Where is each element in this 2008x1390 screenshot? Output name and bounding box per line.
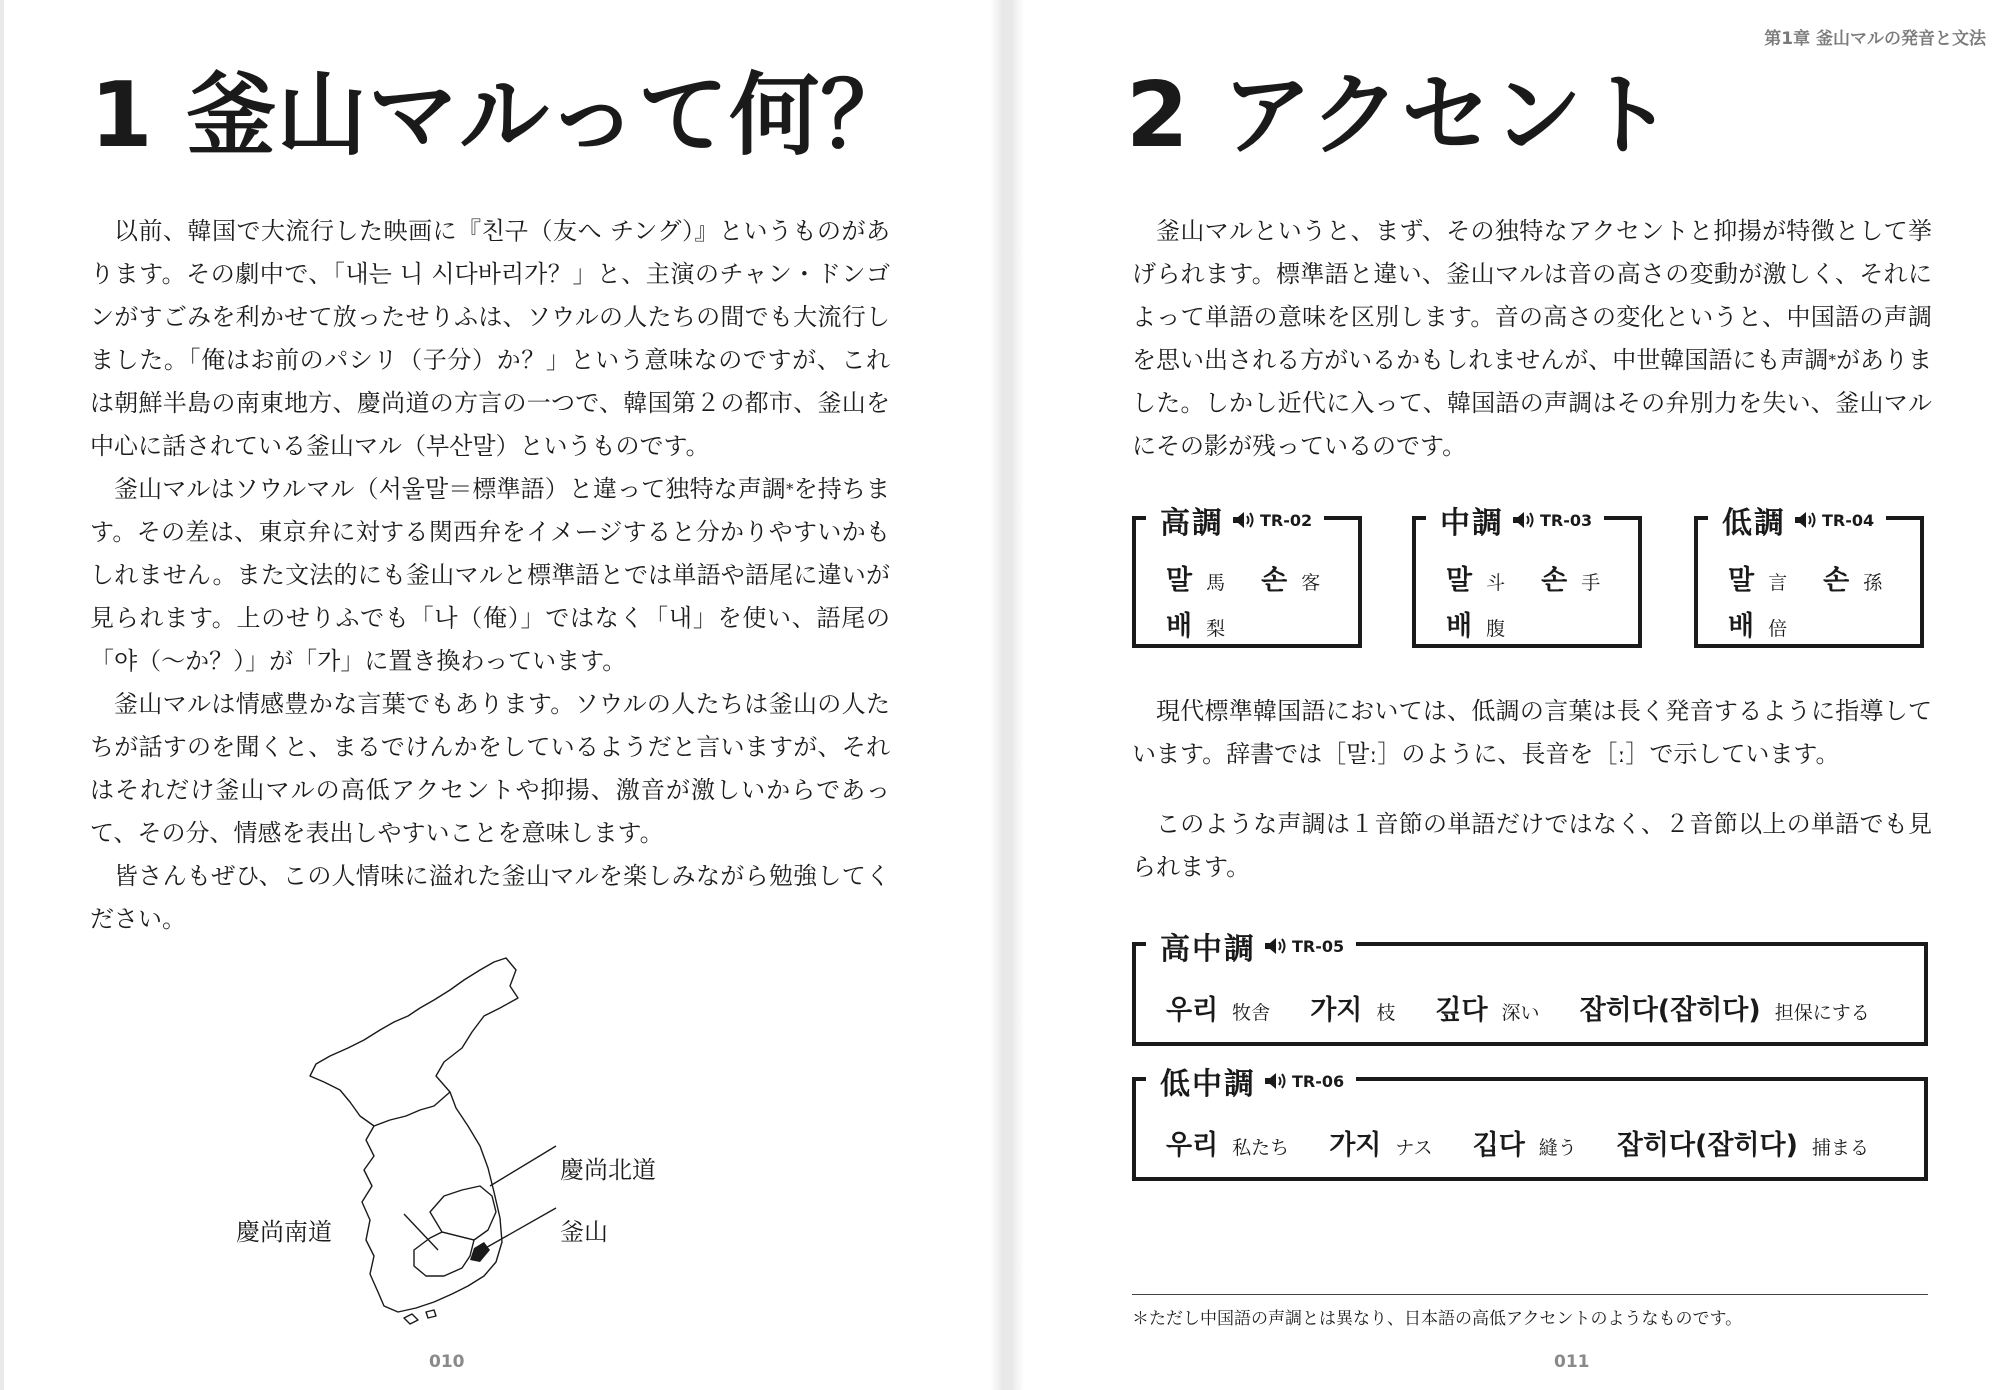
japanese-gloss: 枝 <box>1376 1002 1396 1024</box>
word-row <box>1166 558 1356 597</box>
paragraph-text: を持ちます。その差は、東京弁に対する関西弁をイメージすると分かりやすいかもしれません。また文法的にも釜山マルと標準語とでは単語や語尾に違いが見られます。上のせりふでも「나（俺）」ではなく「내」を使い、語尾の「야（〜か？）」が「가」に置き換わっています。 <box>90 475 890 675</box>
paragraph: 以前、韓国で大流行した映画に『친구（友へ チング）』というものがあります。その劇中で、「내는 니 시다바리가？」と、主演のチャン・ドンゴンがすごみを利かせて放ったせりふは、ソウルの人たちの間でも大流行しました。「俺はお前のパシリ（子分）か？」という意味なのですが、これは朝鮮半島の南東地方、慶尚道の方言の一つで、韓国第２の都市、釜山を中心に話されている釜山マル（부산말）というものです。 <box>90 217 890 460</box>
korean-word: 말 <box>1728 565 1755 596</box>
footnote-mark: * <box>786 480 794 498</box>
speaker-icon[interactable] <box>1512 510 1538 530</box>
korean-word: 가지 <box>1329 1130 1382 1161</box>
gyeongnam-region <box>414 1232 474 1276</box>
japanese-gloss: 客 <box>1301 572 1321 594</box>
japanese-gloss: ナス <box>1395 1137 1433 1159</box>
korea-map <box>294 950 674 1330</box>
korean-word: 배 <box>1166 611 1193 642</box>
korean-word: 우리 <box>1166 995 1219 1026</box>
japanese-gloss: 馬 <box>1206 572 1226 594</box>
korean-word: 손 <box>1261 565 1288 596</box>
japanese-gloss: 言 <box>1768 572 1788 594</box>
tone-box-high <box>1132 506 1362 648</box>
dmz-border <box>374 1092 450 1126</box>
japanese-gloss: 梨 <box>1206 618 1226 640</box>
tone-box-low <box>1694 506 1924 648</box>
speaker-icon[interactable] <box>1794 510 1820 530</box>
paragraph <box>90 468 890 683</box>
gutter-shadow <box>1010 0 1024 1390</box>
right-page <box>1010 0 2008 1390</box>
section-title: 1 釜山マルって何？ <box>90 63 912 168</box>
tone-box-mid <box>1412 506 1642 648</box>
word-row <box>1446 558 1636 597</box>
korean-word: 우리 <box>1166 1130 1219 1161</box>
korean-word: 손 <box>1541 565 1568 596</box>
speaker-icon[interactable] <box>1264 936 1290 956</box>
track-number: TR-03 <box>1540 510 1593 530</box>
speaker-icon[interactable] <box>1264 1071 1290 1091</box>
box-heading <box>1146 498 1324 542</box>
left-page <box>4 0 1004 1390</box>
paragraph <box>1132 210 1932 468</box>
korean-word: 손 <box>1823 565 1850 596</box>
japanese-gloss: 牧舎 <box>1232 1002 1271 1024</box>
footnote: ＊ただし中国語の声調とは異なり、日本語の高低アクセントのようなものです。 <box>1132 1309 1743 1329</box>
tone-box-low-mid <box>1132 1067 1928 1181</box>
japanese-gloss: 私たち <box>1232 1137 1290 1159</box>
japanese-gloss: 手 <box>1581 572 1601 594</box>
paragraph: 現代標準韓国語においては、低調の言葉は長く発音するように指導しています。辞書では［말ː］のように、長音を［ː］で示しています。 <box>1132 697 1932 768</box>
box-title: 低中調 <box>1160 1067 1256 1102</box>
body-text <box>1132 690 1932 776</box>
box-heading <box>1146 1059 1356 1103</box>
korean-word: 말 <box>1166 565 1193 596</box>
leader-line-north <box>490 1146 556 1186</box>
japanese-gloss: 斗 <box>1486 572 1506 594</box>
word-row <box>1728 558 1918 597</box>
map-label-busan: 釜山 <box>560 1218 608 1246</box>
paragraph: 皆さんもぜひ、この人情味に溢れた釜山マルを楽しみながら勉強してください。 <box>90 862 890 933</box>
map-label-gyeongnam: 慶尚南道 <box>236 1218 332 1246</box>
box-title: 高調 <box>1160 506 1224 541</box>
body-text <box>1132 803 1932 889</box>
paragraph: 釜山マルは情感豊かな言葉でもあります。ソウルの人たちは釜山の人たちが話すのを聞くと、まるでけんかをしているようだと言いますが、それはそれだけ釜山マルの高低アクセントや抑揚、激音が激しいからであって、その分、情感を表出しやすいことを意味します。 <box>90 690 890 847</box>
tone-box-high-mid <box>1132 932 1928 1046</box>
track-number: TR-06 <box>1292 1071 1345 1091</box>
gutter-shadow <box>990 0 1004 1390</box>
body-text <box>90 210 890 941</box>
gyeongbuk-region <box>430 1186 496 1240</box>
korean-word: 말 <box>1446 565 1473 596</box>
japanese-gloss: 担保にする <box>1774 1002 1870 1024</box>
box-heading <box>1426 498 1604 542</box>
word-row <box>1166 1123 1909 1162</box>
korean-word: 깁다 <box>1472 1130 1525 1161</box>
korean-word: 가지 <box>1310 995 1363 1026</box>
box-title: 低調 <box>1722 506 1786 541</box>
korean-word: 배 <box>1728 611 1755 642</box>
word-row <box>1166 604 1261 643</box>
islands <box>404 1310 436 1324</box>
box-title: 高中調 <box>1160 932 1256 967</box>
japanese-gloss: 孫 <box>1863 572 1883 594</box>
paragraph: このような声調は１音節の単語だけではなく、２音節以上の単語でも見られます。 <box>1132 810 1932 881</box>
paragraph-text: がありました。しかし近代に入って、韓国語の声調はその弁別力を失い、釜山マルにその影が残っているのです。 <box>1132 346 1932 460</box>
box-heading <box>1146 924 1356 968</box>
korean-word: 잡히다(잡히다) <box>1616 1130 1798 1161</box>
japanese-gloss: 深い <box>1501 1002 1540 1024</box>
japanese-gloss: 倍 <box>1768 618 1788 640</box>
section-title: 2 アクセント <box>1126 63 1675 168</box>
footnote-mark: * <box>1828 351 1836 369</box>
word-row <box>1166 988 1910 1027</box>
korean-word: 배 <box>1446 611 1473 642</box>
track-number: TR-02 <box>1260 510 1313 530</box>
paragraph-text: 釜山マルというと、まず、その独特なアクセントと抑揚が特徴として挙げられます。標準語と違い、釜山マルは音の高さの変動が激しく、それによって単語の意味を区別します。音の高さの変化というと、中国語の声調を思い出される方がいるかもしれませんが、中世韓国語にも声調 <box>1132 217 1932 374</box>
korean-word: 깊다 <box>1435 995 1488 1026</box>
word-row <box>1446 604 1541 643</box>
speaker-icon[interactable] <box>1232 510 1258 530</box>
page-number: 010 <box>429 1352 465 1372</box>
box-heading <box>1708 498 1886 542</box>
page-number: 011 <box>1554 1352 1590 1372</box>
japanese-gloss: 腹 <box>1486 618 1506 640</box>
word-row <box>1728 604 1823 643</box>
track-number: TR-05 <box>1292 936 1345 956</box>
korean-word: 잡히다(잡히다) <box>1579 995 1761 1026</box>
paragraph-text: 釜山マルはソウルマル（서울말＝標準語）と違って独特な声調 <box>114 475 786 503</box>
box-title: 中調 <box>1440 506 1504 541</box>
track-number: TR-04 <box>1822 510 1875 530</box>
map-label-gyeongbuk: 慶尚北道 <box>560 1156 656 1184</box>
japanese-gloss: 縫う <box>1538 1137 1577 1159</box>
footnote-divider <box>1132 1294 1928 1295</box>
leader-line-busan <box>482 1208 556 1250</box>
body-text <box>1132 210 1932 468</box>
running-head: 第1章 釜山マルの発音と文法 <box>1764 29 1986 49</box>
japanese-gloss: 捕まる <box>1811 1137 1869 1159</box>
